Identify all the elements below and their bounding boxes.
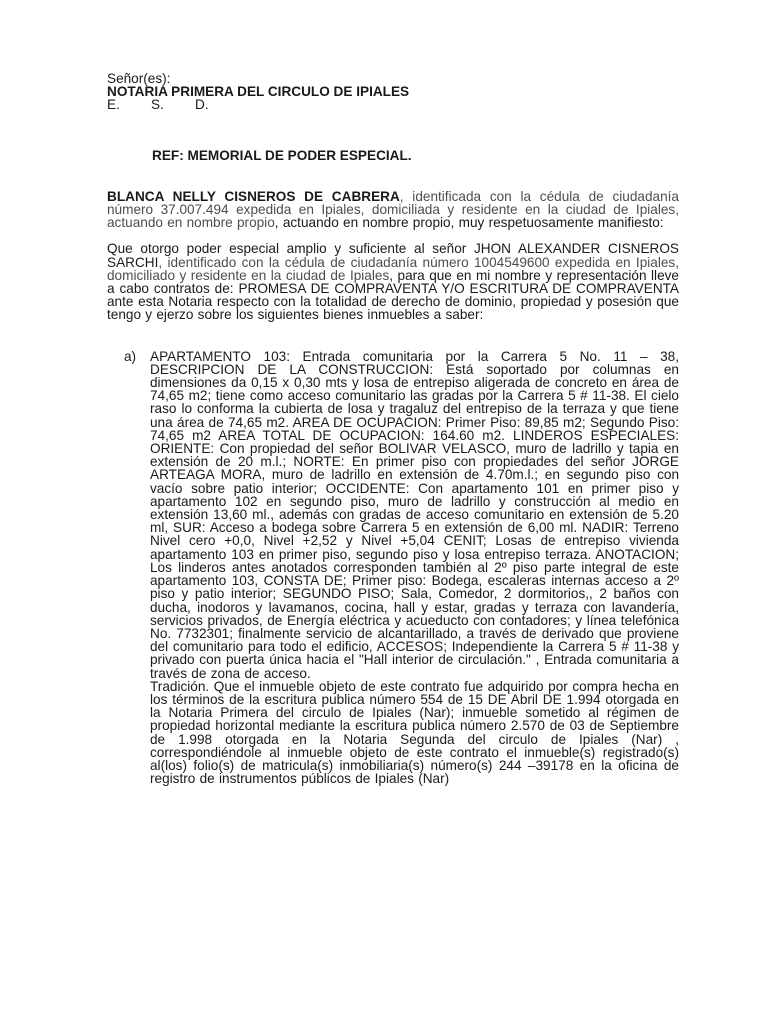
grantor-name: BLANCA NELLY CISNEROS DE CABRERA: [107, 188, 400, 204]
grant-text-2: , identificado con la cédula de ciudadanía número 1004549600 expedida en Ipiales, domiciliado y residente en la ciudad de Ipiales: [107, 254, 679, 283]
list-item: [107, 350, 679, 786]
grant-text-1: Que otorgo poder especial amplio y suficiente al señor JHON ALEXANDER CISNEROS SARCHI: [107, 241, 679, 270]
document-page: [107, 72, 679, 785]
property-tradition: Tradición. Que el inmueble objeto de este contrato fue adquirido por compra hecha en los términos de la escritura publica número 554 de 15 DE Abril DE 1.994 otorgada en la Notaria Primera del circulo de Ipiales (Nar); inmueble sometido al régimen de propiedad horizontal mediante la escritura publica número 2.570 de 03 de Septiembre de 1.998 otorgada en la Notaria Segunda del circulo de Ipiales (Nar) , correspondiéndole al inmueble objeto de este contrato el inmueble(s) registrado(s) al(los) folio(s) de matricula(s) inmobiliaria(s) número(s) 244 –39178 en la oficina de registro de instrumentos públicos de Ipiales (Nar): [150, 678, 679, 787]
grant-text-3: , para que en mi nombre y representación lleve a cabo contratos de: PROMESA DE COMPRAVENTA Y/O ESCRITURA DE COMPRAVENTA ante esta Notaria respecto con la totalidad de derecho de dominio, propiedad y posesión que tengo y ejerzo sobre los siguientes bienes inmuebles a saber:: [107, 267, 679, 323]
esd-line: [107, 98, 679, 111]
esd-e: E.: [107, 97, 120, 113]
grantor-id-text: , identificada con la cédula de ciudadanía número 37.007.494 expedida en Ipiales, domiciliada y residente en la ciudad de Ipiales, actuando en nombre propio: [107, 188, 679, 231]
grantor-statement: , actuando en nombre propio, muy respetuosamente manifiesto:: [274, 215, 664, 231]
esd-d: D.: [195, 97, 209, 113]
esd-s: S.: [151, 97, 164, 113]
grant-paragraph: [107, 242, 679, 321]
reference-line: REF: MEMORIAL DE PODER ESPECIAL.: [152, 147, 412, 163]
property-description: APARTAMENTO 103: Entrada comunitaria por la Carrera 5 No. 11 – 38, DESCRIPCION DE LA CONSTRUCCION: Está soportado por columnas en dimensiones da 0,15 x 0,30 mts y losa de entrepiso aligerada de concreto en área de 74,65 m2; tiene como acceso comunitario las gradas por la Carrera 5 # 11-38. El cielo raso lo conforma la cubierta de losa y tragaluz del entrepiso de la terraza y que tiene una área de 74,65 m2. AREA DE OCUPACION: Primer Piso: 89,85 m2; Segundo Piso: 74,65 m2 AREA TOTAL DE OCUPACION: 164.60 m2. LINDEROS ESPECIALES: ORIENTE: Con propiedad del señor BOLIVAR VELASCO, muro de ladrillo y tapia en extensión de 20 m.l.; NORTE: En primer piso con propiedades del señor JORGE ARTEAGA MORA, muro de ladrillo en extensión de 4.70m.l.; en segundo piso con vacío sobre patio interior; OCCIDENTE: Con apartamento 101 en primer piso y apartamento 102 en segundo piso, muro de ladrillo y construcción al medio en extensión 13,60 ml., además con gradas de acceso comunitario en extensión de 5.20 ml, SUR: Acceso a bodega sobre Carrera 5 en extensión de 6,00 ml. NADIR: Terreno Nivel cero +0,0, Nivel +2,52 y Nivel +5,04 CENIT; Losas de entrepiso vivienda apartamento 103 en primer piso, segundo piso y losa entrepiso terraza. ANOTACION; Los linderos antes anotados corresponden también al 2º piso parte integral de este apartamento 103, CONSTA DE; Primer piso: Bodega, escaleras internas acceso a 2º piso y patio interior; SEGUNDO PISO; Sala, Comedor, 2 dormitorios,, 2 baños con ducha, inodoros y lavamanos, cocina, hall y estar, gradas y terraza con lavandería, servicios privados, de Energía eléctrica y acueducto con contadores; y línea telefónica No. 7732301; finalmente servicio de alcantarillado, a través de derivado que proviene del comunitario para todo el edificio, ACCESOS; Independiente la Carrera 5 # 11-38 y privado con puerta única hacia el "Hall interior de circulación." , Entrada comunitaria a través de zona de acceso.: [150, 348, 679, 681]
intro-paragraph: [107, 190, 679, 230]
addressee: NOTARIA PRIMERA DEL CIRCULO DE IPIALES: [107, 84, 410, 100]
salutation: Señor(es):: [107, 71, 171, 86]
list-item-marker: a): [124, 348, 137, 364]
